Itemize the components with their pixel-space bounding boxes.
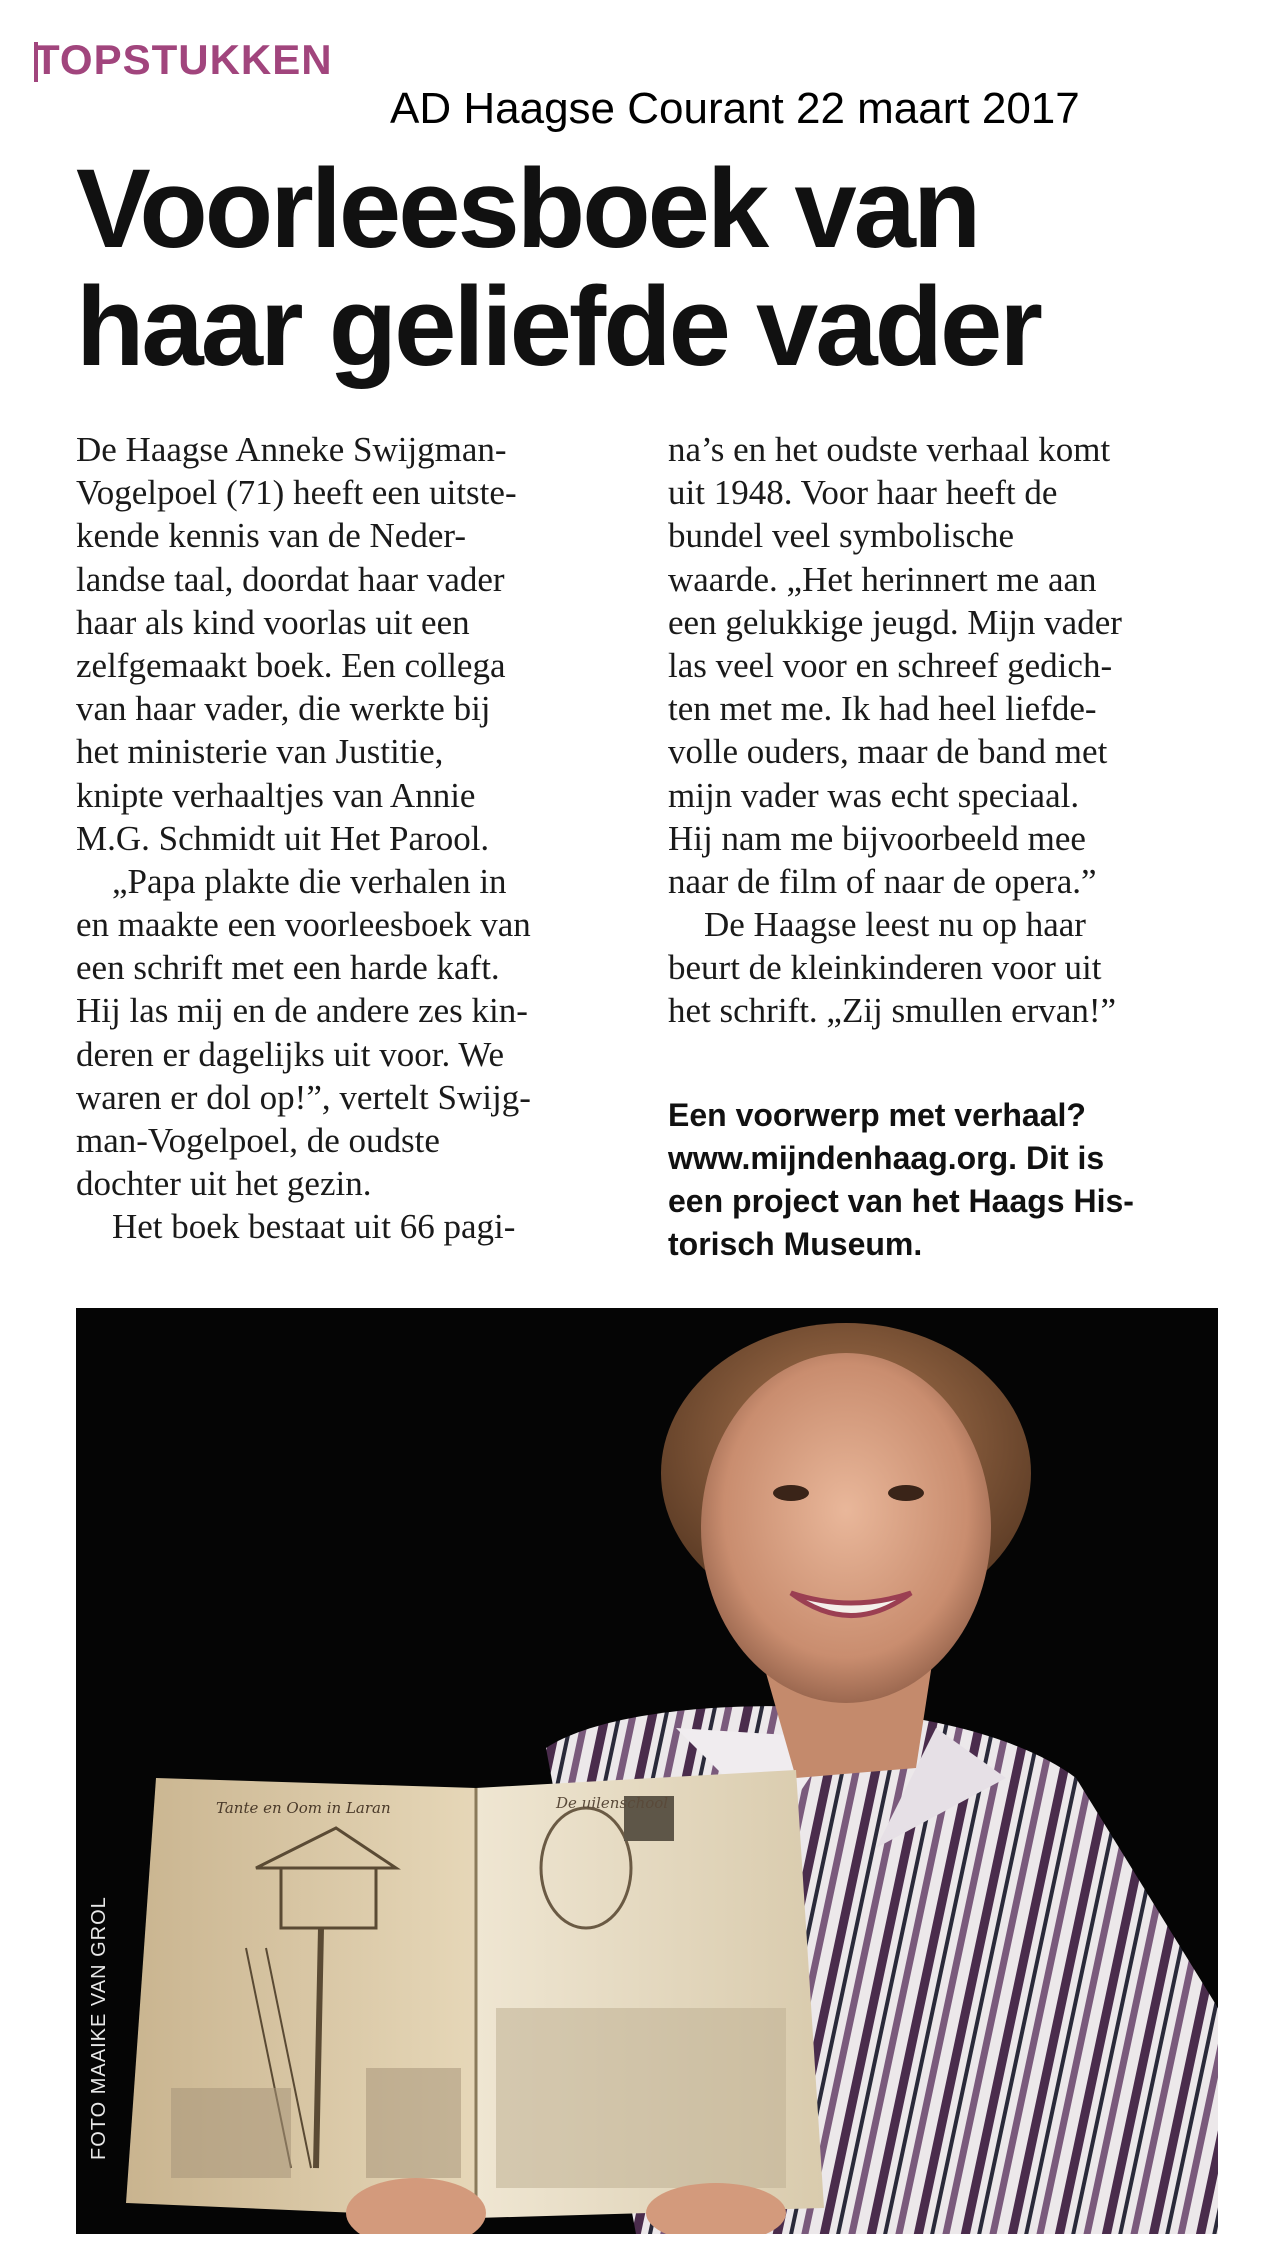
body-line: De Haagse leest nu op haar [704,905,1086,945]
cta-line: torisch Museum. [668,1226,923,1262]
photo-credit: FOTO MAAIKE VAN GROL [88,1896,110,2160]
body-line: bundel veel symbolische [668,516,1015,556]
body-line: ten met me. Ik had heel liefde- [668,689,1097,729]
portrait-photo [76,1308,1218,2234]
body-line: Hij nam me bijvoorbeeld mee [668,818,1086,858]
body-line: las veel voor en schreef gedich- [668,645,1113,685]
body-line: zelfgemaakt boek. Een collega [76,645,506,685]
body-line: volle ouders, maar de band met [668,732,1108,772]
headline [76,146,1236,389]
body-line: waren er dol op!”, vertelt Swijg- [76,1077,531,1117]
headline-line-1: Voorleesboek van [76,146,979,271]
body-line: M.G. Schmidt uit Het Parool. [76,818,490,858]
body-line: landse taal, doordat haar vader [76,559,505,599]
body-line: een gelukkige jeugd. Mijn vader [668,602,1122,642]
body-line: „Papa plakte die verhalen in [112,861,507,901]
body-line: naar de film of naar de opera.” [668,861,1097,901]
body-line: en maakte een voorleesboek van [76,905,531,945]
headline-line-2: haar geliefde vader [76,264,1040,389]
body-line: haar als kind voorlas uit een [76,602,470,642]
body-line: man-Vogelpoel, de oudste [76,1121,440,1160]
body-line: Het boek bestaat uit 66 pagi- [112,1207,516,1247]
body-line: waarde. „Het herinnert me aan [668,559,1097,599]
photo-illustration [76,1308,1218,2234]
cta-line: www.mijndenhaag.org. Dit is [668,1140,1105,1176]
body-line: dochter uit het gezin. [76,1164,372,1204]
body-line: van haar vader, die werkte bij [76,689,491,729]
body-line: beurt de kleinkinderen voor uit [668,948,1102,988]
body-line: mijn vader was echt speciaal. [668,775,1080,815]
body-line: De Haagse Anneke Swijgman- [76,430,507,469]
body-line: het schrift. „Zij smullen ervan!” [668,991,1117,1031]
body-line: deren er dagelijks uit voor. We [76,1034,505,1074]
body-line: na’s en het oudste verhaal komt [668,430,1111,469]
cta-line: een project van het Haags His- [668,1183,1134,1219]
call-to-action [668,1094,1228,1266]
cta-line: Een voorwerp met verhaal? [668,1097,1086,1133]
book-page-left-title: Tante en Oom in Laran [216,1799,391,1817]
publication-source: AD Haagse Courant 22 maart 2017 [390,84,1080,133]
body-line: uit 1948. Voor haar heeft de [668,473,1058,513]
section-kicker: TOPSTUKKEN [34,36,333,83]
body-column-left [76,428,636,1249]
body-line: Vogelpoel (71) heeft een uitste- [76,473,517,513]
book-page-right-title: De uilenschool [556,1794,669,1812]
body-line: het ministerie van Justitie, [76,732,444,772]
body-line: Hij las mij en de andere zes kin- [76,991,528,1031]
body-line: kende kennis van de Neder- [76,516,466,556]
body-line: knipte verhaaltjes van Annie [76,775,476,815]
body-column-right [668,428,1228,1033]
body-line: een schrift met een harde kaft. [76,948,500,988]
